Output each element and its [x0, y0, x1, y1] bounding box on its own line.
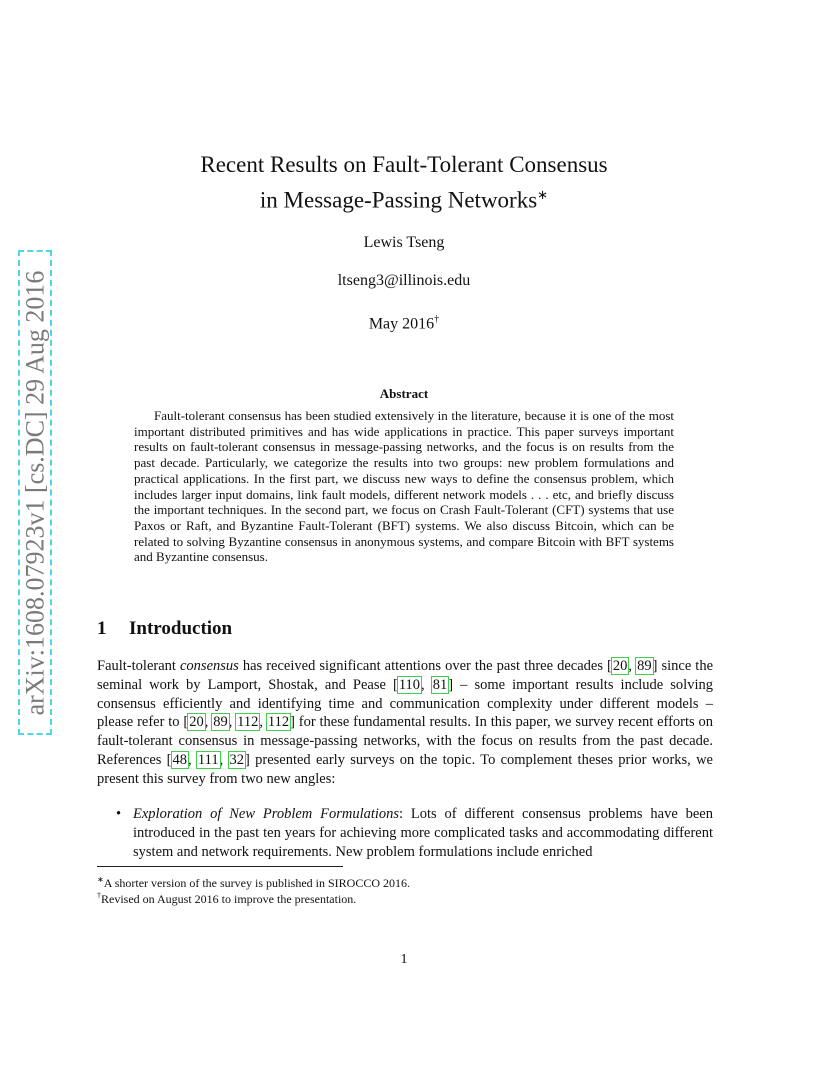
page-number: 1: [400, 952, 408, 967]
footnote-mark: ∗: [97, 875, 104, 884]
paper-date: May 2016†: [368, 314, 440, 333]
title-line-2: in Message-Passing Networks∗: [259, 187, 549, 213]
bullet-title: Exploration of New Problem Formulations: [133, 806, 400, 822]
citation-link[interactable]: 112: [267, 714, 290, 731]
title-footnote-mark: ∗: [537, 187, 549, 202]
citation-link[interactable]: 20: [612, 658, 628, 674]
section-title: Introduction: [129, 618, 233, 639]
citation-link[interactable]: 89: [637, 658, 652, 674]
citation-link[interactable]: 32: [229, 751, 245, 768]
footnote-mark: †: [97, 891, 101, 900]
citation-link[interactable]: 48: [172, 751, 188, 768]
list-item: [118, 805, 713, 861]
citation-link[interactable]: 111: [197, 751, 219, 768]
citation-link[interactable]: 81: [432, 676, 448, 693]
arxiv-identifier: arXiv:1608.07923v1 [cs.DC] 29 Aug 2016: [20, 270, 50, 715]
date-footnote-mark: †: [434, 314, 440, 325]
author-name: Lewis Tseng: [363, 234, 445, 251]
paper-title: [150, 150, 658, 216]
title-line-1: Recent Results on Fault-Tolerant Consensus: [200, 152, 608, 177]
abstract-body: Fault-tolerant consensus has been studied extensively in the literature, because it is one of the most important distributed primitives and has wide applications in practice. This paper surveys important results on fault-tolerant consensus in message-passing networks, and the focus is on results from the past decade. Particularly, we categorize the results into two groups: new problem formulations and practical applications. In the first part, we discuss new ways to define the consensus problem, which includes larger input domains, link fault models, different network models . . . etc, and briefly discuss the important techniques. In the second part, we focus on Crash Fault-Tolerant (CFT) systems that use Paxos or Raft, and Byzantine Fault-Tolerant (BFT) systems. We also discuss Bitcoin, which can be related to solving Byzantine consensus in anonymous systems, and compare Bitcoin with BFT systems and Byzantine consensus.: [134, 408, 674, 565]
citation-link[interactable]: 89: [213, 714, 228, 731]
section-heading: [97, 618, 232, 640]
bullet-icon: •: [116, 806, 122, 822]
author-email: ltseng3@illinois.edu: [337, 272, 471, 289]
footnote-1: ∗A shorter version of the survey is published in SIROCCO 2016.: [97, 875, 411, 890]
footnote-divider: [97, 866, 343, 867]
emphasis-consensus: consensus: [179, 658, 239, 674]
footnote-2: †Revised on August 2016 to improve the presentation.: [97, 891, 357, 906]
citation-link[interactable]: 20: [189, 714, 204, 731]
section-number: 1: [97, 618, 107, 639]
abstract-heading: Abstract: [379, 386, 429, 401]
bullet-text: Exploration of New Problem Formulations: Lots of different consensus problems have been introduced in the past ten years for achieving more complicated tasks and accommodating different system and network requirements. New problem formulations include enriched: [133, 806, 713, 860]
citation-link[interactable]: 112: [237, 714, 259, 731]
arxiv-identifier-stamp[interactable]: [18, 250, 52, 735]
citation-link[interactable]: 110: [398, 676, 421, 693]
intro-paragraph: Fault-tolerant consensus has received significant attentions over the past three decades [20, 89] since the seminal work by Lamport, Shostak, and Pease [110, 81] – some important results include solving consensus efficiently and identifying time and communication complexity under different models – please refer to [20, 89, 112, 112] for these fundamental results. In this paper, we survey recent efforts on fault-tolerant consensus in message-passing networks, with the focus on results from the past decade. References [48, 111, 32] presented early surveys on the topic. To complement theses prior works, we present this survey from two new angles:: [97, 658, 714, 787]
